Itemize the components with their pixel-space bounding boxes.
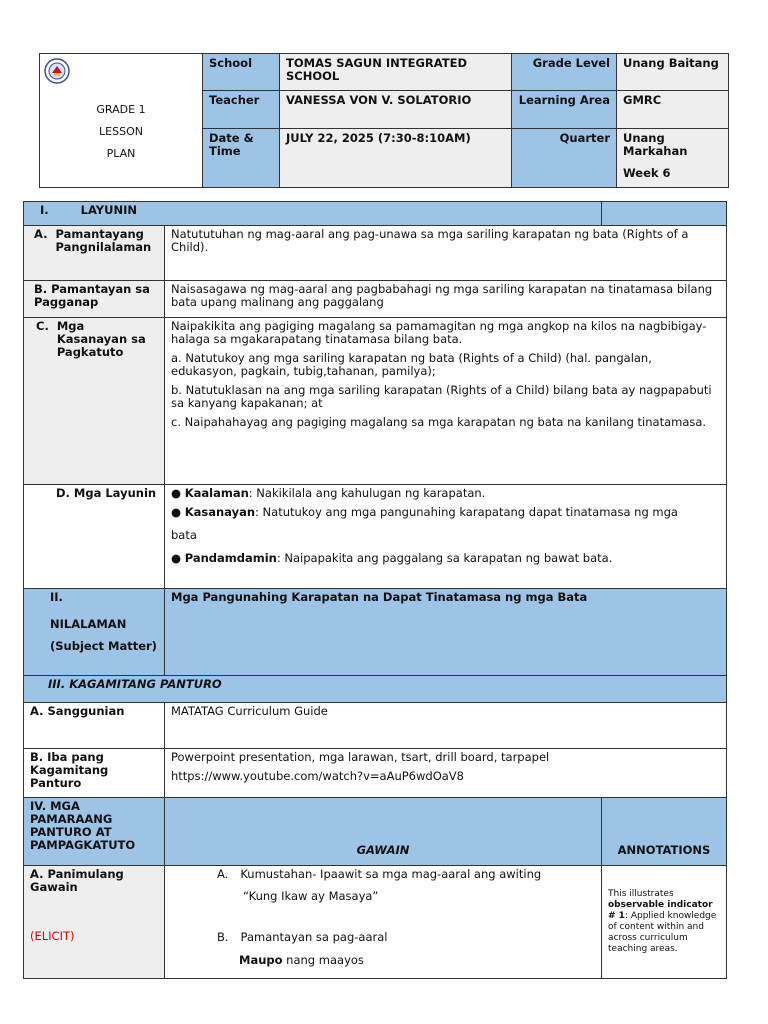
elicit-label: (ELICIT) <box>30 929 75 943</box>
week-value: Week 6 <box>623 165 671 180</box>
lesson-table <box>23 201 727 979</box>
iba-pang-text: Powerpoint presentation, mga larawan, tsart, drill board, tarpapel https://www.youtube.com/watch?v=aAuP6wdOaV8 <box>165 749 727 798</box>
learning-area-value: GMRC <box>617 91 729 128</box>
layunin-d-text: ● Kaalaman: Nakikilala ang kahulugan ng karapatan. ● Kasanayan: Natutukoy ang mga pangunahing karapatang dapat tinatamasa ng mga bata ● Pandamdamin: Naipapakita ang paggalang sa karapatan ng bawat bata. <box>165 485 727 589</box>
header-table <box>39 53 729 188</box>
grade-level-label: Grade Level <box>512 54 617 91</box>
school-label: School <box>203 54 280 91</box>
layunin-d-label: D. Mga Layunin <box>24 485 165 589</box>
kasanayan-key: Kasanayan <box>184 505 256 519</box>
kaalaman-key: Kaalaman <box>184 486 249 500</box>
layunin-title-annot <box>602 202 727 226</box>
c-text-4: c. Naipahahayag ang pagiging magalang sa mga karapatan ng bata na kanilang tinatamasa. <box>171 415 707 429</box>
nilalaman-label: II. NILALAMAN (Subject Matter) <box>24 589 165 676</box>
date-label: Date & Time <box>203 128 280 187</box>
pamaraan-label: IV. MGA PAMARAANG PANTURO AT PAMPAGKATUTO <box>24 798 165 866</box>
plan-text: PLAN <box>106 147 136 160</box>
kagamitan-title: III. KAGAMITANG PANTURO <box>24 676 727 703</box>
c-text-3: b. Natutuklasan na ang mga sariling karapatan (Rights of a Child) bilang bata ay nagpapabuti sa kanyang kapakanan; at <box>171 383 712 410</box>
layunin-c-text <box>165 318 727 485</box>
layunin-a-text: Natututuhan ng mag-aaral ang pag-unawa sa mga sariling karapatan ng bata (Rights of a Child). <box>165 226 727 281</box>
grade-level-value: Unang Baitang <box>617 54 729 91</box>
youtube-link[interactable]: https://www.youtube.com/watch?v=aAuP6wdOaV8 <box>171 769 464 783</box>
deped-seal-icon <box>44 58 70 84</box>
panimulang-annotation: This illustrates observable indicator # 1: Applied knowledge of content within and across curriculum teaching areas. <box>602 866 727 979</box>
school-value: TOMAS SAGUN INTEGRATED SCHOOL <box>280 54 512 91</box>
layunin-b-label: B. Pamantayan sa Pagganap <box>24 281 165 318</box>
learning-area-label: Learning Area <box>512 91 617 128</box>
grade-text: GRADE 1 <box>96 103 146 116</box>
teacher-value: VANESSA VON V. SOLATORIO <box>280 91 512 128</box>
panimulang-gawain: A. Kumustahan- Ipaawit sa mga mag-aaral ang awiting “Kung Ikaw ay Masaya” B. Pamantayan sa pag-aaral Maupo nang maayos <box>165 866 602 979</box>
teacher-label: Teacher <box>203 91 280 128</box>
quarter-label: Quarter <box>512 128 617 187</box>
c-text-2: a. Natutukoy ang mga sariling karapatan ng bata (Rights of a Child) (hal. pangalan, edukasyon, pagkain, tubig,tahanan, pamilya); <box>171 351 652 378</box>
sanggunian-text: MATATAG Curriculum Guide <box>165 703 727 749</box>
layunin-b-text: Naisasagawa ng mag-aaral ang pagbabahagi ng mga sariling karapatan na tinatamasa bilang bata upang malinang ang paggalang <box>165 281 727 318</box>
logo-cell <box>40 54 203 188</box>
c-text-1: Naipakikita ang pagiging magalang sa pamamagitan ng mga angkop na kilos na nagbibigay-halaga sa mgakarapatang tinatamasa bilang bata. <box>171 319 707 346</box>
quarter-cell <box>617 128 729 187</box>
date-value: JULY 22, 2025 (7:30-8:10AM) <box>280 128 512 187</box>
layunin-c-label: C. Mga Kasanayan sa Pagkatuto <box>24 318 165 485</box>
nilalaman-text: Mga Pangunahing Karapatan na Dapat Tinatamasa ng mga Bata <box>165 589 727 676</box>
pandamdamin-key: Pandamdamin <box>184 551 277 565</box>
sanggunian-label: A. Sanggunian <box>24 703 165 749</box>
lesson-text: LESSON <box>99 125 143 138</box>
layunin-a-label: A. Pamantayang Pangnilalaman <box>24 226 165 281</box>
panimulang-label: A. Panimulang Gawain (ELICIT) <box>24 866 165 979</box>
iba-pang-label: B. Iba pang Kagamitang Panturo <box>24 749 165 798</box>
layunin-title: I. LAYUNIN <box>24 202 602 226</box>
gawain-header: GAWAIN <box>165 798 602 866</box>
annotations-header: ANNOTATIONS <box>602 798 727 866</box>
quarter-value: Unang Markahan <box>623 130 688 158</box>
